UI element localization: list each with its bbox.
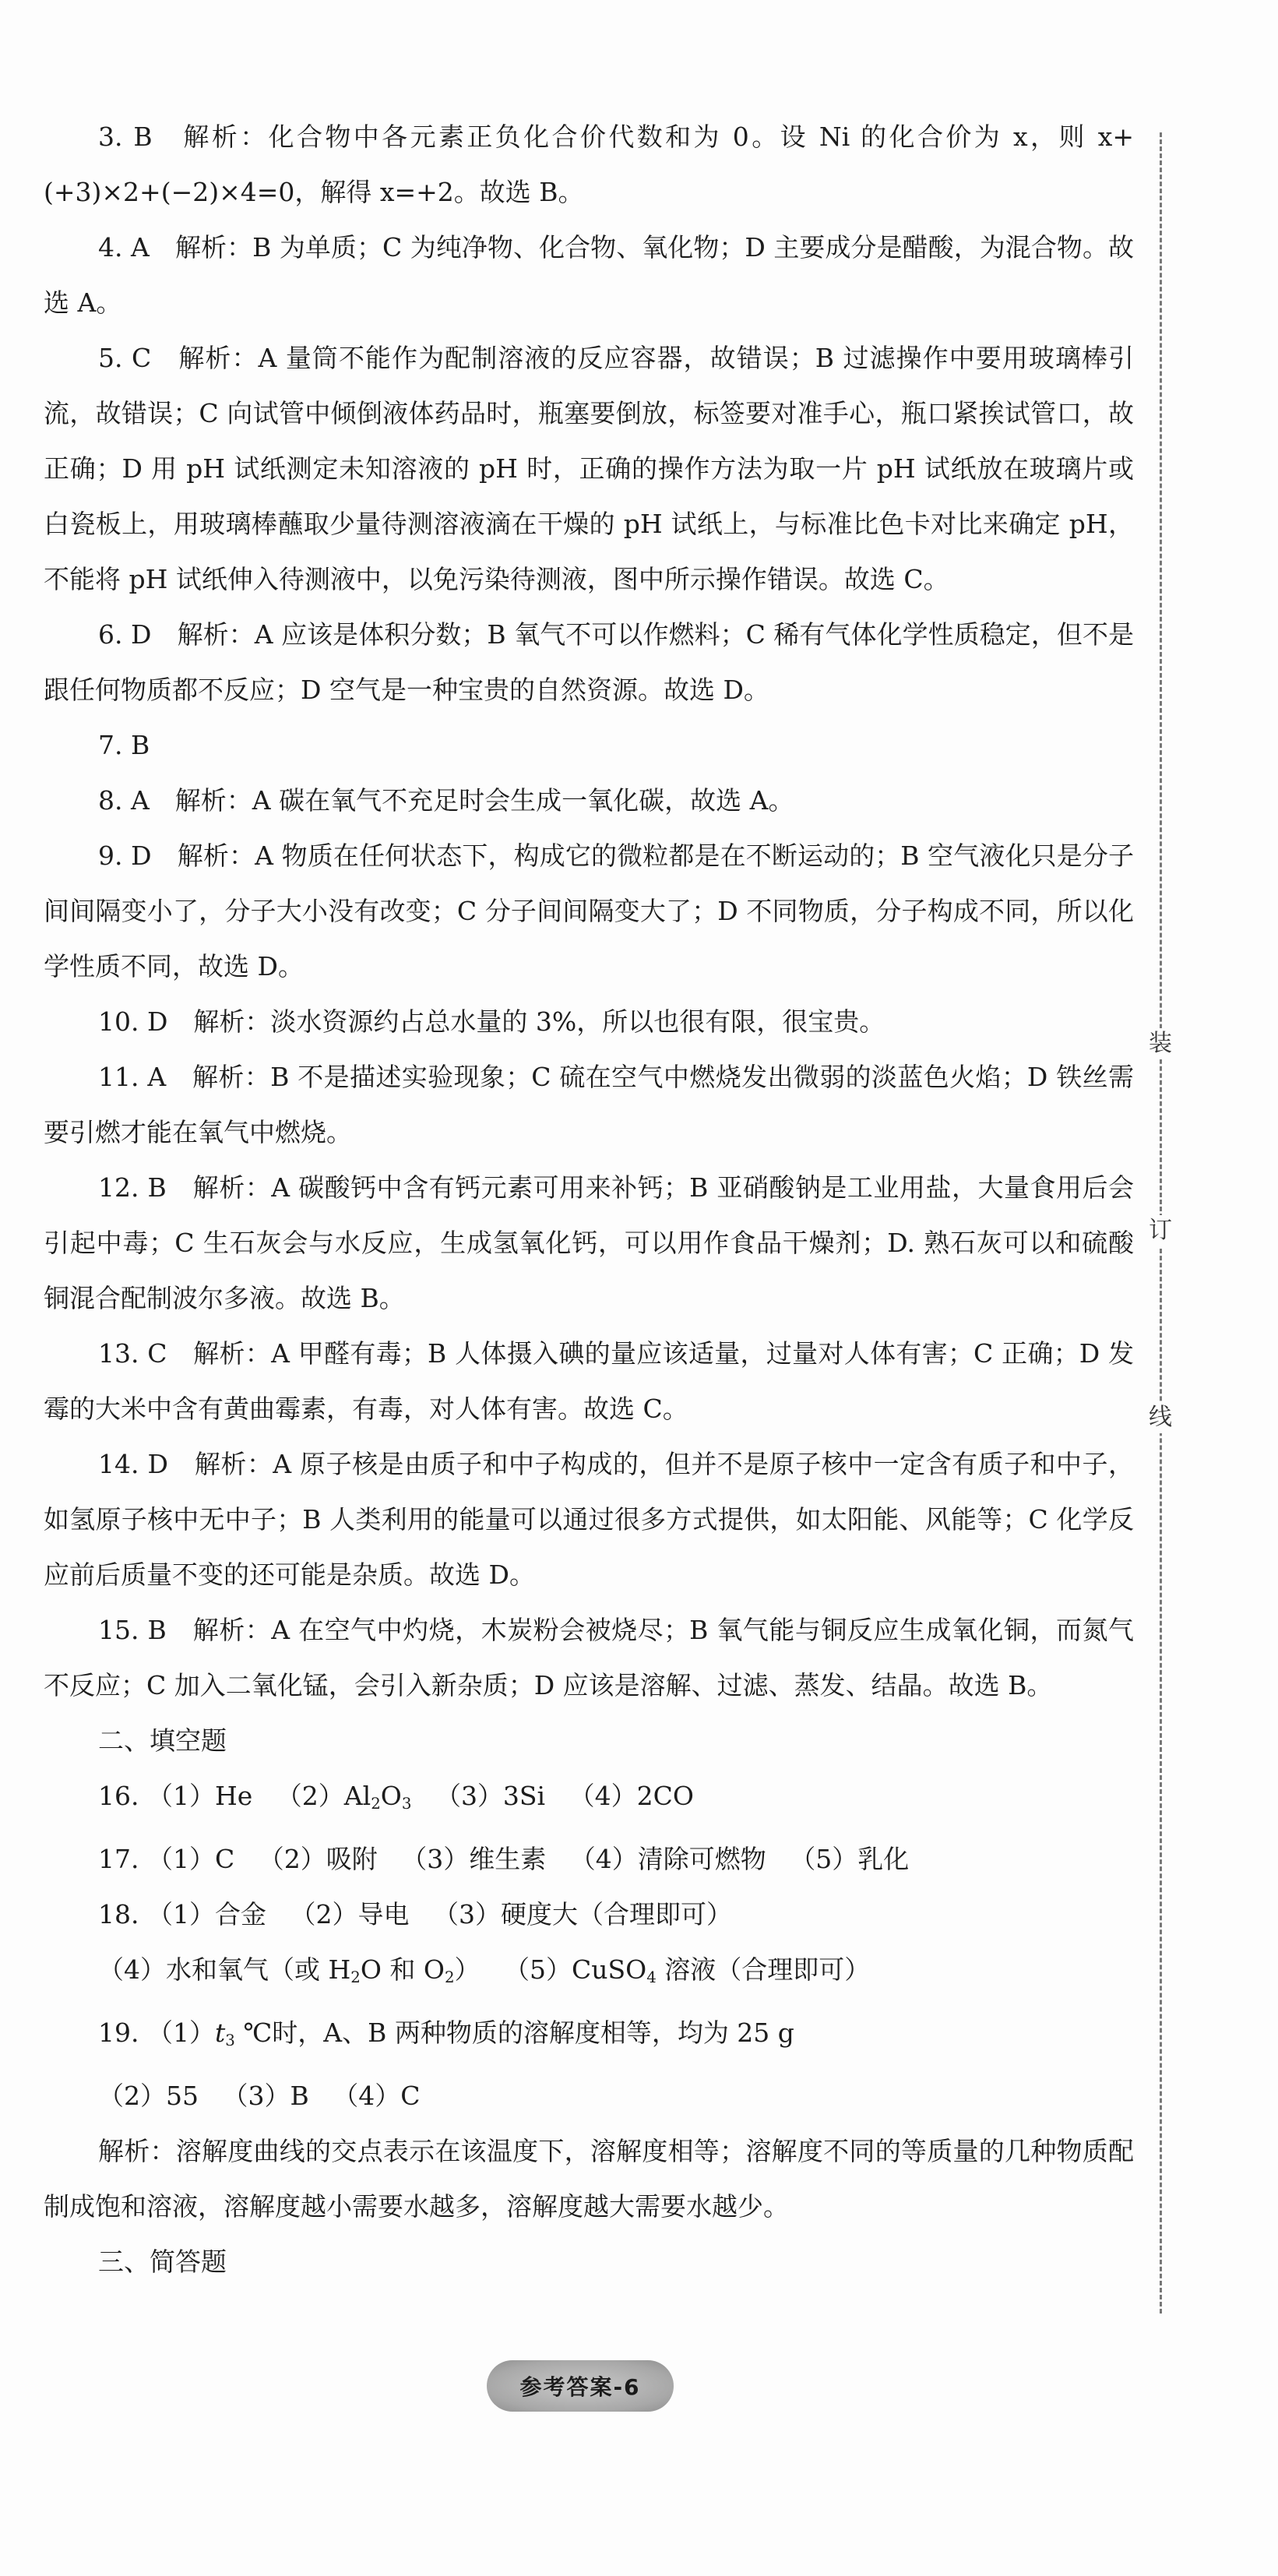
answer-12: 12. B 解析：A 碳酸钙中含有钙元素可用来补钙；B 亚硝酸钠是工业用盐，大量食用后会引起中毒；C 生石灰会与水反应，生成氢氧化钙，可以用作食品干燥剂；D. 熟石灰可以和硫酸铜混合配制波尔多液。故选 B。 [44, 1172, 1134, 1313]
page-number-badge [487, 2360, 674, 2412]
answer-5: 5. C 解析：A 量筒不能作为配制溶液的反应容器，故错误；B 过滤操作中要用玻璃棒引流，故错误；C 向试管中倾倒液体药品时，瓶塞要倒放，标签要对准手心，瓶口紧挨试管口，故正确；D 用 pH 试纸测定未知溶液的 pH 时，正确的操作方法为取一片 pH 试纸放在玻璃片或白瓷板上，用玻璃棒蘸取少量待测溶液滴在干燥的 pH 试纸上，与标准比色卡对比来确定 pH，不能将 pH 试纸伸入待测液中，以免污染待测液，图中所示操作错误。故选 C。 [44, 343, 1134, 594]
binding-char-ding: 订 [1145, 1215, 1176, 1246]
answer-19-line-2: （2）55 （3）B （4）C [98, 2080, 421, 2111]
section-3-heading: 三、简答题 [98, 2246, 227, 2277]
answer-6: 6. D 解析：A 应该是体积分数；B 氧气不可以作燃料；C 稀有气体化学性质稳定，但不是跟任何物质都不反应；D 空气是一种宝贵的自然资源。故选 D。 [44, 619, 1134, 705]
answer-14: 14. D 解析：A 原子核是由质子和中子构成的，但并不是原子核中一定含有质子和中子，如氢原子核中无中子；B 人类利用的能量可以通过很多方式提供，如太阳能、风能等；C 化学反应前后质量不变的还可能是杂质。故选 D。 [44, 1449, 1134, 1590]
answer-16: 16. （1）He $(2)Al_2O_3$ （3）3Si （4）2CO [98, 1781, 694, 1813]
answer-9: 9. D 解析：A 物质在任何状态下，构成它的微粒都是在不断运动的；B 空气液化只是分子间间隔变小了，分子大小没有改变；C 分子间间隔变大了；D 不同物质，分子构成不同，所以化学性质不同，故选 D。 [44, 840, 1134, 981]
answer-18-line-2: （4）水和氧气（或 $H_2O$ 和 $O_2$） （5）CuSO$_4$ 溶液（合理即可） [98, 1954, 871, 1986]
answer-15: 15. B 解析：A 在空气中灼烧，木炭粉会被烧尽；B 氧气能与铜反应生成氧化铜，而氮气不反应；C 加入二氧化锰，会引入新杂质；D 应该是溶解、过滤、蒸发、结晶。故选 B。 [44, 1615, 1134, 1700]
answer-11: 11. A 解析：B 不是描述实验现象；C 硫在空气中燃烧发出微弱的淡蓝色火焰；D 铁丝需要引燃才能在氧气中燃烧。 [44, 1062, 1134, 1147]
answer-19-line-1: 19. $(1)t_3$ ℃时，A、B 两种物质的溶解度相等，均为 25 g [98, 2017, 794, 2049]
section-2-heading: 二、填空题 [98, 1725, 227, 1756]
answer-17: 17. （1）C （2）吸附 （3）维生素 （4）清除可燃物 （5）乳化 [98, 1843, 910, 1874]
answer-13: 13. C 解析：A 甲醛有毒；B 人体摄入碘的量应该适量，过量对人体有害；C 正确；D 发霉的大米中含有黄曲霉素，有毒，对人体有害。故选 C。 [44, 1338, 1134, 1424]
answer-19-analysis: 解析：溶解度曲线的交点表示在该温度下，溶解度相等；溶解度不同的等质量的几种物质配制成饱和溶液，溶解度越小需要水越多，溶解度越大需要水越少。 [44, 2135, 1134, 2222]
answer-content [44, 109, 1134, 2289]
answer-8: 8. A 解析：A 碳在氧气不充足时会生成一氧化碳，故选 A。 [98, 785, 794, 816]
answer-10: 10. D 解析：淡水资源约占总水量的 3%，所以也很有限，很宝贵。 [98, 1006, 885, 1037]
answer-4: 4. A 解析：B 为单质；C 为纯净物、化合物、氧化物；D 主要成分是醋酸，为混合物。故选 A。 [44, 232, 1134, 318]
answer-3: 3. B 解析：化合物中各元素正负化合价代数和为 0。设 Ni 的化合价为 x，则 x+(+3)×2+(−2)×4=0，解得 x=+2。故选 B。 [44, 122, 1134, 207]
page-number-label: 参考答案-6 [519, 2374, 641, 2400]
answer-18-line-1: 18. （1）合金 （2）导电 （3）硬度大（合理即可） [98, 1898, 732, 1929]
binding-char-xian: 线 [1145, 1402, 1176, 1433]
binding-char-zhuang: 装 [1145, 1028, 1176, 1059]
answer-7: 7. B [98, 730, 150, 760]
